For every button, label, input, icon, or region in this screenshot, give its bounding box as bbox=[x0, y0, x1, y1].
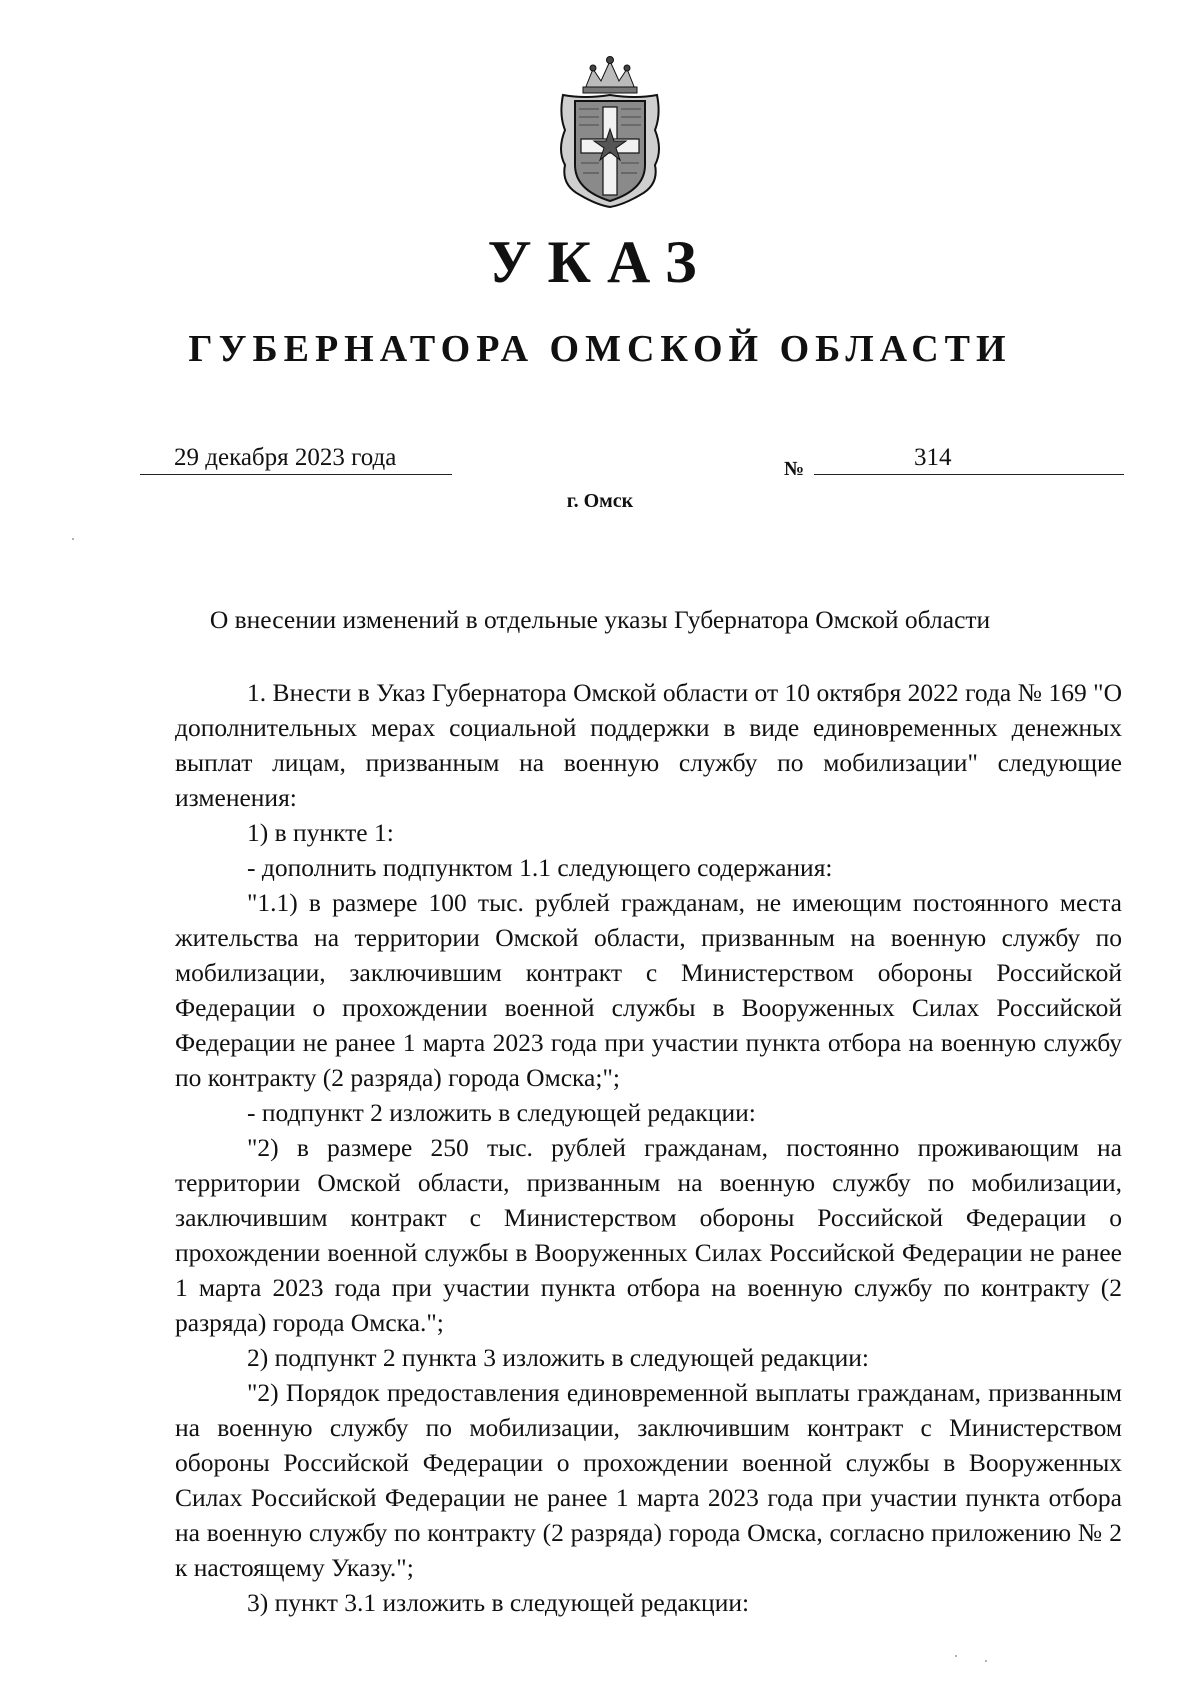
scan-speck bbox=[985, 1660, 987, 1662]
paragraph: 3) пункт 3.1 изложить в следующей редакции: bbox=[247, 1588, 750, 1617]
paragraph: "2) Порядок предоставления единовременной выплаты гражданам, призванным на военную службу по мобилизации, заключившим контракт с Министерством обороны Российской Федерации о прохождении военной службы в Вооруженных Силах Российской Федерации не ранее 1 марта 2023 года при участии пункта отбора на военную службу по контракту (2 разряда) города Омска, согласно приложению № 2 к настоящему Указу."; bbox=[175, 1378, 1122, 1582]
paragraph: - дополнить подпунктом 1.1 следующего содержания: bbox=[247, 853, 833, 882]
document-number: 314 bbox=[914, 444, 952, 471]
document-date: 29 декабря 2023 года bbox=[174, 444, 397, 471]
number-field bbox=[814, 440, 1124, 475]
paragraph: "2) в размере 250 тыс. рублей гражданам, постоянно проживающим на территории Омской области, призванным на военную службу по мобилизации, заключившим контракт с Министерством обороны Российской Федерации о прохождении военной службы в Вооруженных Силах Российской Федерации не ранее 1 марта 2023 года при участии пункта отбора на военную службу по контракту (2 разряда) города Омска."; bbox=[175, 1133, 1122, 1337]
document-body bbox=[175, 675, 1122, 1620]
omsk-coat-of-arms-icon bbox=[555, 55, 665, 210]
date-field bbox=[140, 440, 452, 475]
paragraph: 1) в пункте 1: bbox=[247, 818, 394, 847]
scan-speck bbox=[72, 538, 74, 540]
city-label: г. Омск bbox=[566, 490, 634, 512]
number-sign: № bbox=[784, 458, 805, 480]
document-subject-title: О внесении изменений в отдельные указы Губернатора Омской области bbox=[209, 605, 991, 634]
paragraph: 2) подпункт 2 пункта 3 изложить в следующей редакции: bbox=[247, 1343, 869, 1372]
paragraph: - подпункт 2 изложить в следующей редакции: bbox=[247, 1098, 756, 1127]
scan-speck bbox=[955, 1655, 957, 1657]
paragraph: 1. Внести в Указ Губернатора Омской области от 10 октября 2022 года № 169 "О дополнительных мерах социальной поддержки в виде единовременных денежных выплат лицам, призванным на военную службу по мобилизации" следующие изменения: bbox=[175, 678, 1122, 812]
paragraph: "1.1) в размере 100 тыс. рублей гражданам, не имеющим постоянного места жительства на территории Омской области, призванным на военную службу по мобилизации, заключившим контракт с Министерством обороны Российской Федерации о прохождении военной службы в Вооруженных Силах Российской Федерации не ранее 1 марта 2023 года при участии пункта отбора на военную службу по контракту (2 разряда) города Омска;"; bbox=[175, 888, 1122, 1092]
issuer-title: ГУБЕРНАТОРА ОМСКОЙ ОБЛАСТИ bbox=[188, 328, 1012, 370]
document-type-title: УКАЗ bbox=[487, 229, 713, 295]
